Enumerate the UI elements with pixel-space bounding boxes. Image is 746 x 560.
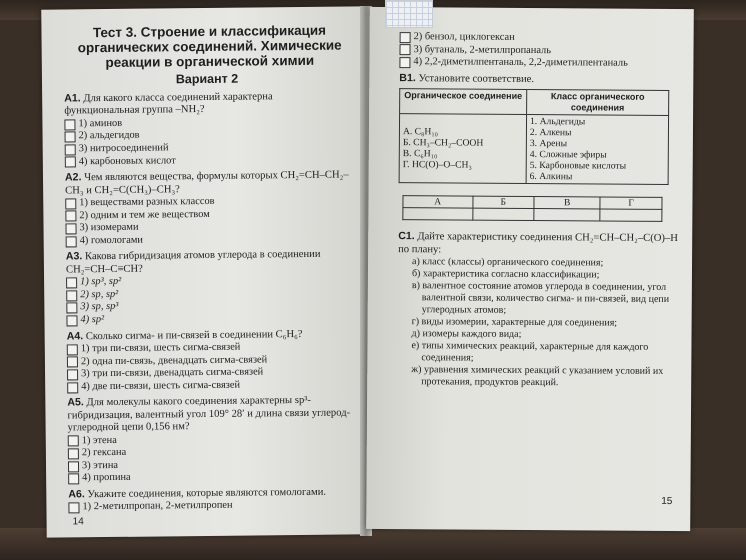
plan-item: е) типы химических реакций, характерные для каждого соединения; [411, 340, 649, 364]
page-title: Тест 3. Строение и классификация органических соединений. Химические реакции в органической химии [77, 22, 342, 71]
plan-item: д) изомеры каждого вида; [411, 328, 522, 340]
question-number: А1. [64, 92, 81, 105]
plan-item: б) характеристика согласно классификации; [411, 268, 600, 281]
answer-option[interactable]: 4) sp² [66, 311, 352, 327]
answer-option[interactable]: 2) альдегидов [65, 128, 351, 144]
answer-option[interactable]: 1) три пи-связи, шесть сигма-связей [67, 340, 353, 356]
checkbox[interactable] [65, 157, 76, 168]
variant-label: Вариант 2 [175, 71, 239, 87]
checkbox[interactable] [65, 144, 76, 155]
question-b1 [398, 72, 683, 222]
checkbox[interactable] [67, 382, 78, 393]
checkbox[interactable] [66, 290, 77, 301]
checkbox[interactable] [68, 436, 79, 447]
answer-option[interactable]: 2) одним и тем же веществом [65, 207, 351, 223]
checkbox[interactable] [68, 448, 79, 459]
class-item: 5. Карбоновые кислоты [529, 160, 627, 172]
answer-table [402, 195, 662, 222]
question-text: Установите соответствие. [418, 72, 535, 85]
question-number: С1. [398, 230, 415, 243]
answer-cell[interactable] [600, 209, 662, 221]
checkbox[interactable] [67, 357, 78, 368]
class-item: 2. Алкены [529, 127, 572, 139]
answer-option[interactable]: 3) sp, sp³ [66, 299, 352, 315]
question-number: А3. [65, 250, 83, 263]
answer-option[interactable]: 3) бутаналь, 2-метилпропаналь [399, 44, 683, 59]
compound-item: Б. CH₃–CH₂–COOH [402, 137, 484, 149]
question-number: А5. [67, 396, 84, 409]
checkbox[interactable] [65, 211, 76, 222]
answer-option[interactable]: 1) веществами разных классов [65, 194, 351, 210]
answer-option[interactable]: 2) гексана [68, 445, 354, 461]
class-item: 3. Арены [529, 138, 568, 150]
question-a1 [64, 89, 351, 168]
question-a6 [68, 485, 354, 514]
answer-option[interactable]: 4) гомологами [66, 232, 352, 248]
question-number: А6. [68, 488, 85, 501]
table-header: Органическое соединение [400, 89, 527, 115]
a6-continued-options [399, 31, 683, 71]
answer-header: В [534, 197, 601, 209]
class-item: 4. Сложные эфиры [529, 149, 607, 161]
checkbox[interactable] [68, 473, 79, 484]
question-a5 [67, 394, 354, 486]
answer-option[interactable]: 4) 2,2-диметилпентаналь, 2,2-диметилпентаналь [399, 56, 683, 71]
compound-item: В. C₆H₁₀ [402, 148, 438, 160]
answer-option[interactable]: 1) 2-метилпропан, 2-метилпропен [68, 499, 354, 515]
question-c1 [397, 230, 682, 390]
answer-option[interactable]: 1) этена [68, 432, 354, 448]
left-page [41, 6, 367, 537]
question-a2 [65, 169, 352, 248]
checkbox[interactable] [68, 502, 79, 513]
plan-list [411, 256, 682, 390]
checkbox[interactable] [68, 461, 79, 472]
checkbox[interactable] [65, 132, 76, 143]
checkbox[interactable] [66, 303, 77, 314]
answer-option[interactable]: 4) карбоновых кислот [65, 153, 351, 169]
answer-option[interactable]: 1) аминов [64, 115, 350, 131]
question-number: В1. [399, 71, 416, 84]
question-a4 [67, 327, 354, 394]
matching-table [399, 88, 670, 185]
question-text: Чем являются вещества, формулы которых CH₂=CH–CH₂–CH₃ и CH₂=C(CH₃)–CH₃? [65, 169, 349, 197]
class-item: 6. Алкины [529, 171, 573, 183]
plan-item: в) валентное состояние атомов углерода в соединении, угол валентной связи, количество сигма- и пи-связей, вид цепи углеродных атомов; [411, 280, 670, 316]
page-number-left: 14 [72, 516, 84, 528]
checkbox[interactable] [67, 369, 78, 380]
answer-header: Г [600, 197, 662, 209]
right-page [366, 7, 694, 531]
answer-option[interactable]: 2) sp, sp² [66, 286, 352, 302]
answer-option[interactable]: 3) нитросоединений [65, 140, 351, 156]
question-a3 [66, 248, 353, 327]
sticky-note [385, 0, 433, 28]
checkbox[interactable] [66, 315, 77, 326]
checkbox[interactable] [64, 119, 75, 130]
compound-item: А. C₈H₁₀ [402, 126, 439, 138]
compounds-cell [399, 114, 526, 184]
answer-cell[interactable] [534, 209, 601, 221]
compound-item: Г. HC(O)–O–CH₃ [402, 159, 472, 171]
plan-item: а) класс (классы) органического соединения; [412, 256, 604, 269]
page-number-right: 15 [661, 495, 673, 507]
checkbox[interactable] [66, 236, 77, 247]
question-number: А4. [66, 329, 84, 343]
classes-cell [526, 115, 668, 185]
answer-cell[interactable] [403, 208, 473, 220]
question-text: Дайте характеристику соединения CH₂=CH–CH₂–C(O)–H по плану: [398, 231, 678, 255]
answer-option[interactable]: 1) sp³, sp² [66, 274, 352, 290]
answer-option[interactable]: 2) одна пи-связь, двенадцать сигма-связей [67, 353, 353, 369]
class-item: 1. Альдегиды [529, 116, 586, 128]
table-header: Класс органического соединения [527, 90, 669, 116]
checkbox[interactable] [399, 57, 410, 68]
checkbox[interactable] [67, 344, 78, 355]
plan-item: г) виды изомерии, характерные для соединения; [411, 316, 618, 329]
answer-option[interactable]: 3) три пи-связи, двенадцать сигма-связей [67, 366, 353, 382]
checkbox[interactable] [65, 198, 76, 209]
answer-option[interactable]: 2) бензол, циклогексан [400, 31, 684, 46]
answer-cell[interactable] [472, 208, 533, 220]
checkbox[interactable] [400, 32, 411, 43]
question-text: Сколько сигма- и пи-связей в соединении C₆H₆? [85, 328, 303, 342]
question-text: Для какого класса соединений характерна функциональная группа –NH₂? [64, 91, 273, 117]
answer-header: Б [473, 196, 534, 208]
question-text: Какова гибридизация атомов углерода в соединении CH₂=CH–C≡CH? [65, 249, 321, 276]
answer-option[interactable]: 4) пропина [68, 470, 354, 486]
question-text: Для молекулы какого соединения характерны sp³-гибридизация, валентный угол 109° 28′ и длина связи углерод-углеродной цепи 0,156 нм? [67, 395, 351, 434]
plan-item: ж) уравнения химических реакций с указанием условий их протекания, продуктов реакций. [411, 364, 664, 389]
checkbox[interactable] [66, 277, 77, 288]
answer-option[interactable]: 3) этина [68, 457, 354, 473]
answer-option[interactable]: 3) изомерами [65, 220, 351, 236]
answer-option[interactable]: 4) две пи-связи, шесть сигма-связей [67, 378, 353, 394]
answer-header: А [403, 196, 473, 208]
checkbox[interactable] [399, 44, 410, 55]
checkbox[interactable] [65, 223, 76, 234]
question-number: А2. [64, 171, 82, 184]
question-text: Укажите соединения, которые являются гомологами. [87, 486, 327, 501]
